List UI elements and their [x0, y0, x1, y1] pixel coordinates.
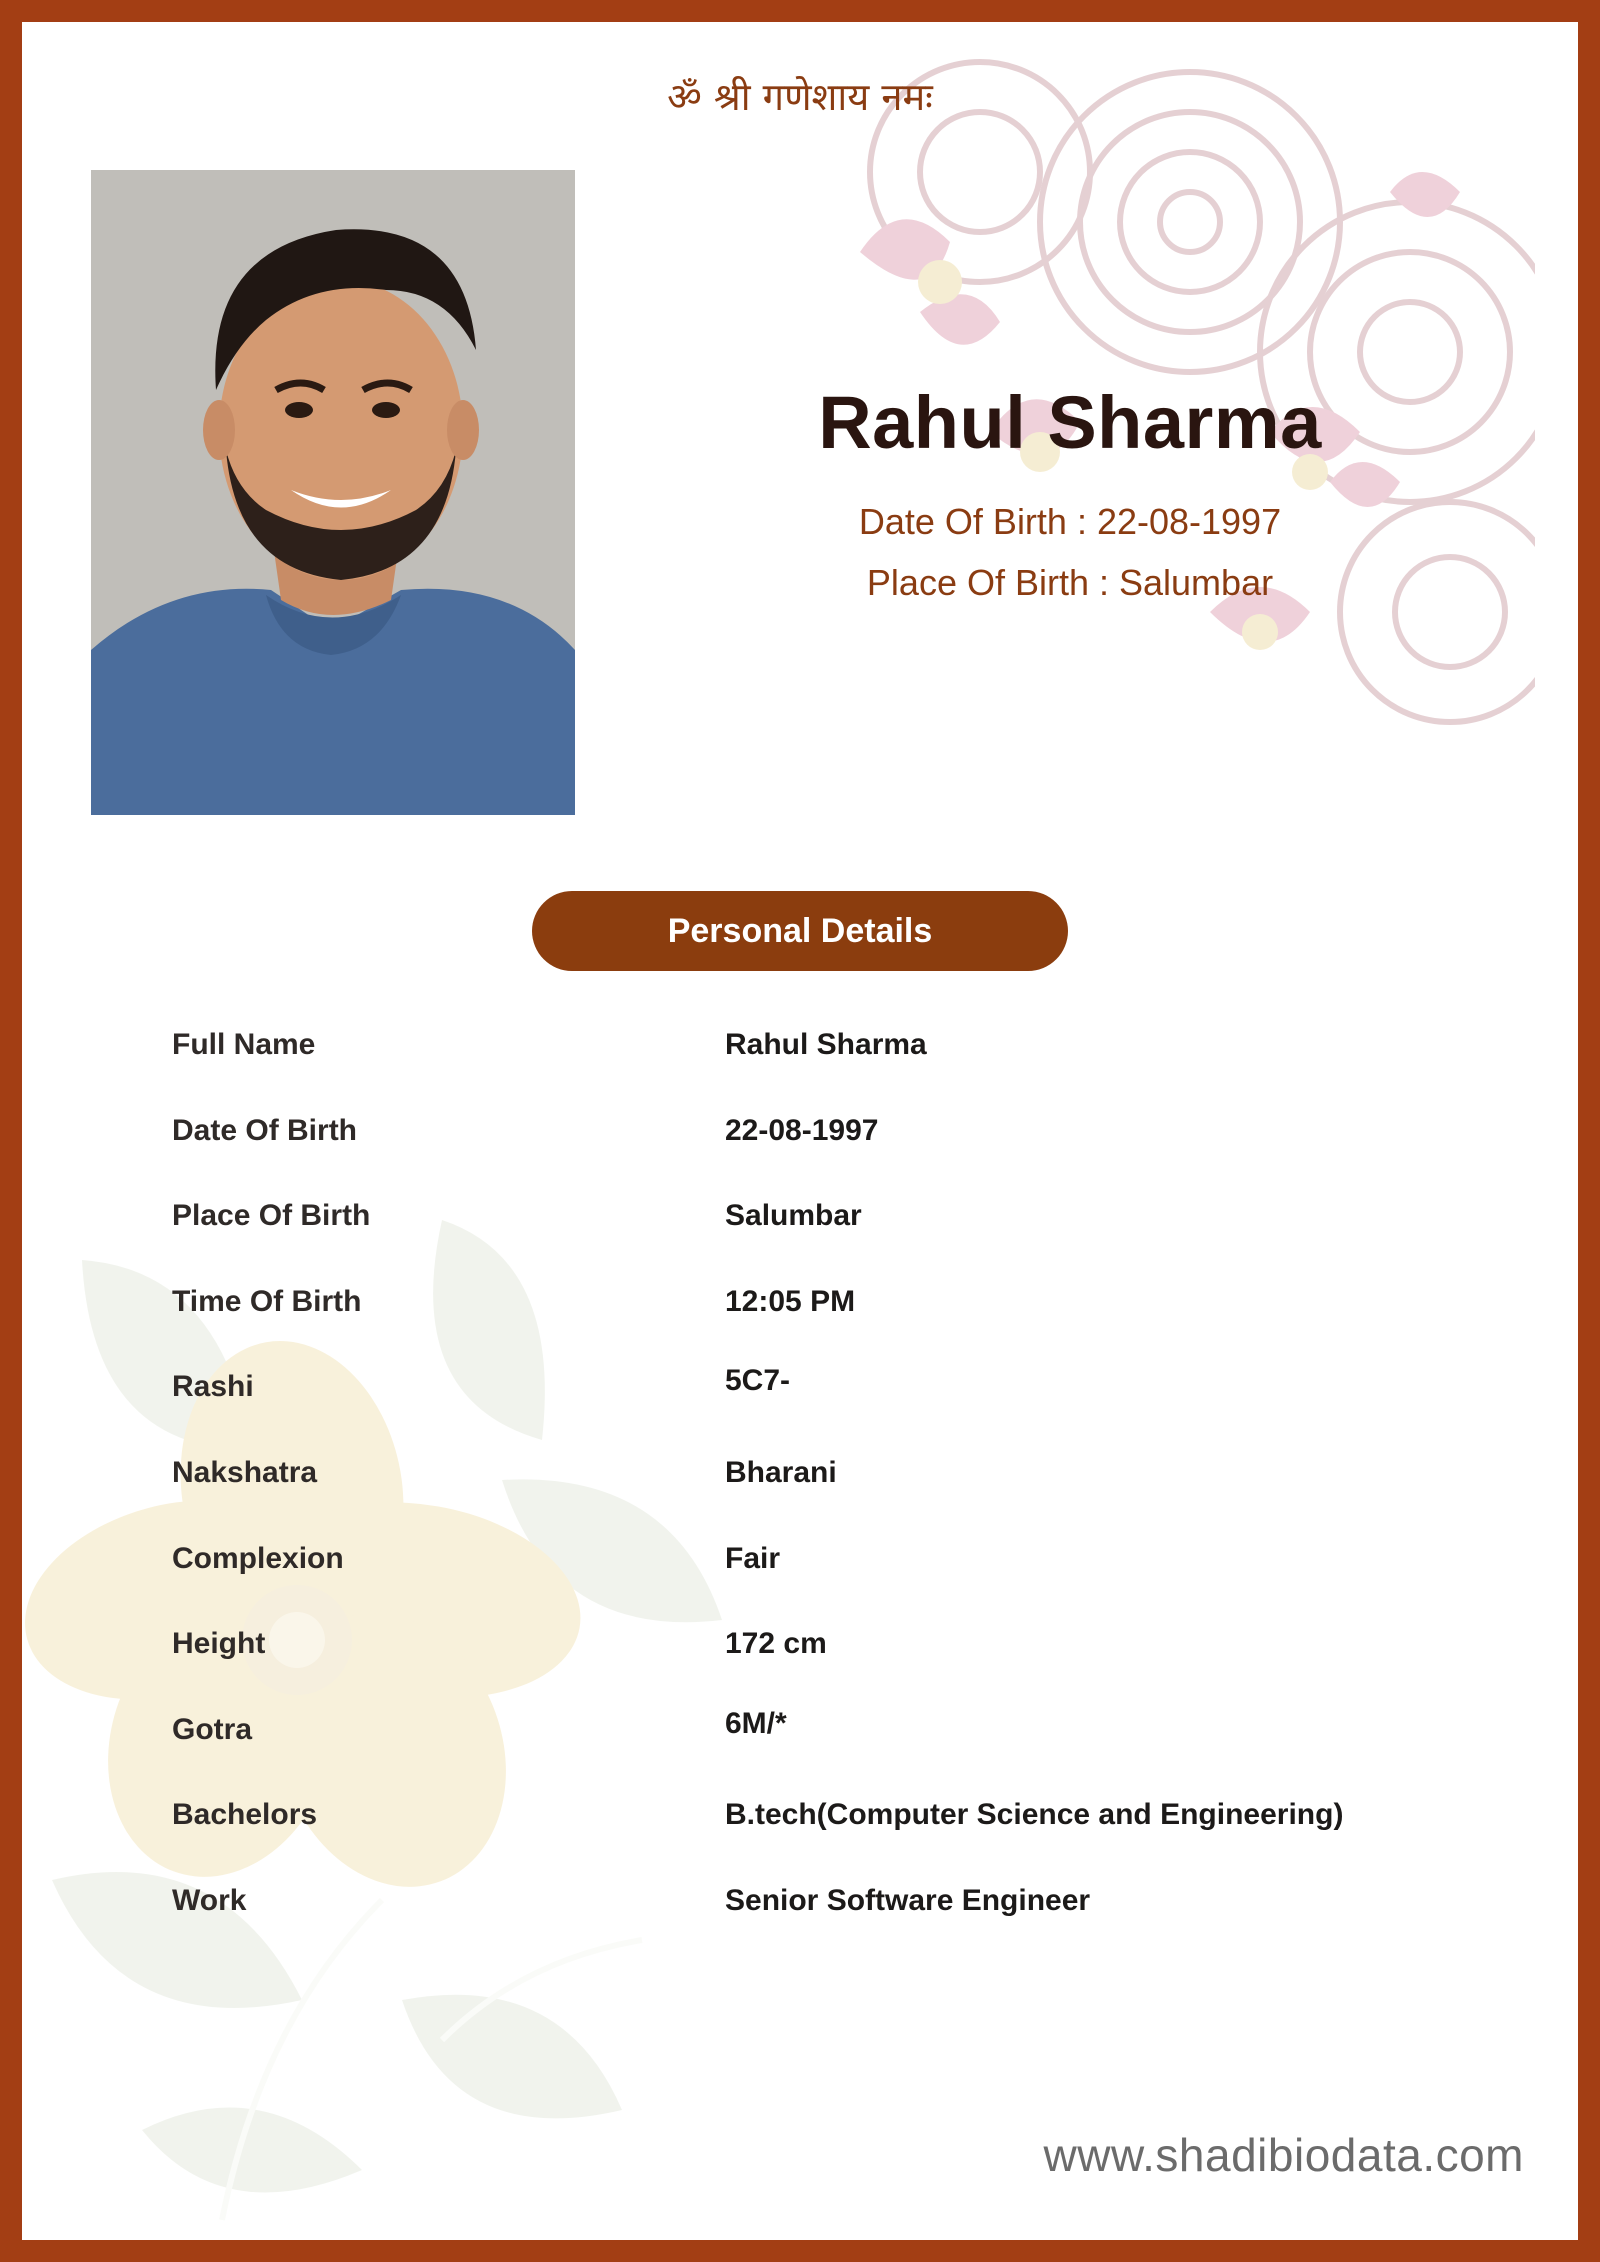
detail-label: Time Of Birth	[172, 1284, 362, 1318]
detail-value: Salumbar	[725, 1199, 862, 1233]
profile-dob-line	[690, 501, 1450, 543]
detail-row-complexion	[172, 1532, 1422, 1618]
invocation-text: ॐ श्री गणेशाय नमः	[667, 75, 933, 119]
detail-label: Complexion	[172, 1541, 344, 1575]
profile-dob-label: Date Of Birth :	[858, 501, 1097, 542]
detail-value: Senior Software Engineer	[725, 1883, 1091, 1917]
details-list	[172, 1018, 1422, 1960]
detail-label: Height	[172, 1627, 266, 1661]
detail-value: 12:05 PM	[725, 1284, 856, 1318]
profile-pob-line	[690, 562, 1450, 604]
profile-pob-label: Place Of Birth :	[866, 562, 1119, 603]
detail-value: 172 cm	[725, 1627, 827, 1661]
detail-row-height	[172, 1617, 1422, 1703]
detail-value: 5C7-	[725, 1364, 791, 1398]
profile-dob-value: 22-08-1997	[1096, 501, 1282, 542]
detail-value: B.tech(Computer Science and Engineering)	[725, 1798, 1344, 1832]
detail-row-time-of-birth	[172, 1275, 1422, 1361]
detail-row-rashi	[172, 1360, 1422, 1446]
detail-value: 6M/*	[725, 1706, 787, 1740]
person-portrait-icon	[91, 170, 575, 815]
detail-label: Place Of Birth	[172, 1199, 371, 1233]
detail-row-bachelors	[172, 1788, 1422, 1874]
detail-row-work	[172, 1874, 1422, 1960]
detail-value: Rahul Sharma	[725, 1028, 927, 1061]
profile-pob-value: Salumbar	[1119, 562, 1274, 603]
detail-row-date-of-birth	[172, 1104, 1422, 1190]
detail-label: Date Of Birth	[172, 1113, 358, 1147]
detail-label: Nakshatra	[172, 1455, 318, 1489]
section-title-personal-details: Personal Details	[532, 891, 1068, 971]
detail-value: 22-08-1997	[725, 1113, 879, 1147]
detail-label: Work	[172, 1883, 247, 1917]
detail-label: Bachelors	[172, 1798, 318, 1832]
detail-row-nakshatra	[172, 1446, 1422, 1532]
profile-name: Rahul Sharma	[818, 381, 1322, 464]
detail-label: Rashi	[172, 1370, 254, 1404]
detail-value: Fair	[725, 1541, 781, 1575]
footer-website-link[interactable]: www.shadibiodata.com	[1043, 2129, 1524, 2181]
detail-label: Full Name	[172, 1028, 316, 1061]
detail-value: Bharani	[725, 1455, 837, 1489]
detail-row-full-name	[172, 1018, 1422, 1104]
detail-row-gotra	[172, 1703, 1422, 1789]
profile-photo	[91, 170, 575, 815]
detail-label: Gotra	[172, 1712, 253, 1746]
detail-row-place-of-birth	[172, 1189, 1422, 1275]
